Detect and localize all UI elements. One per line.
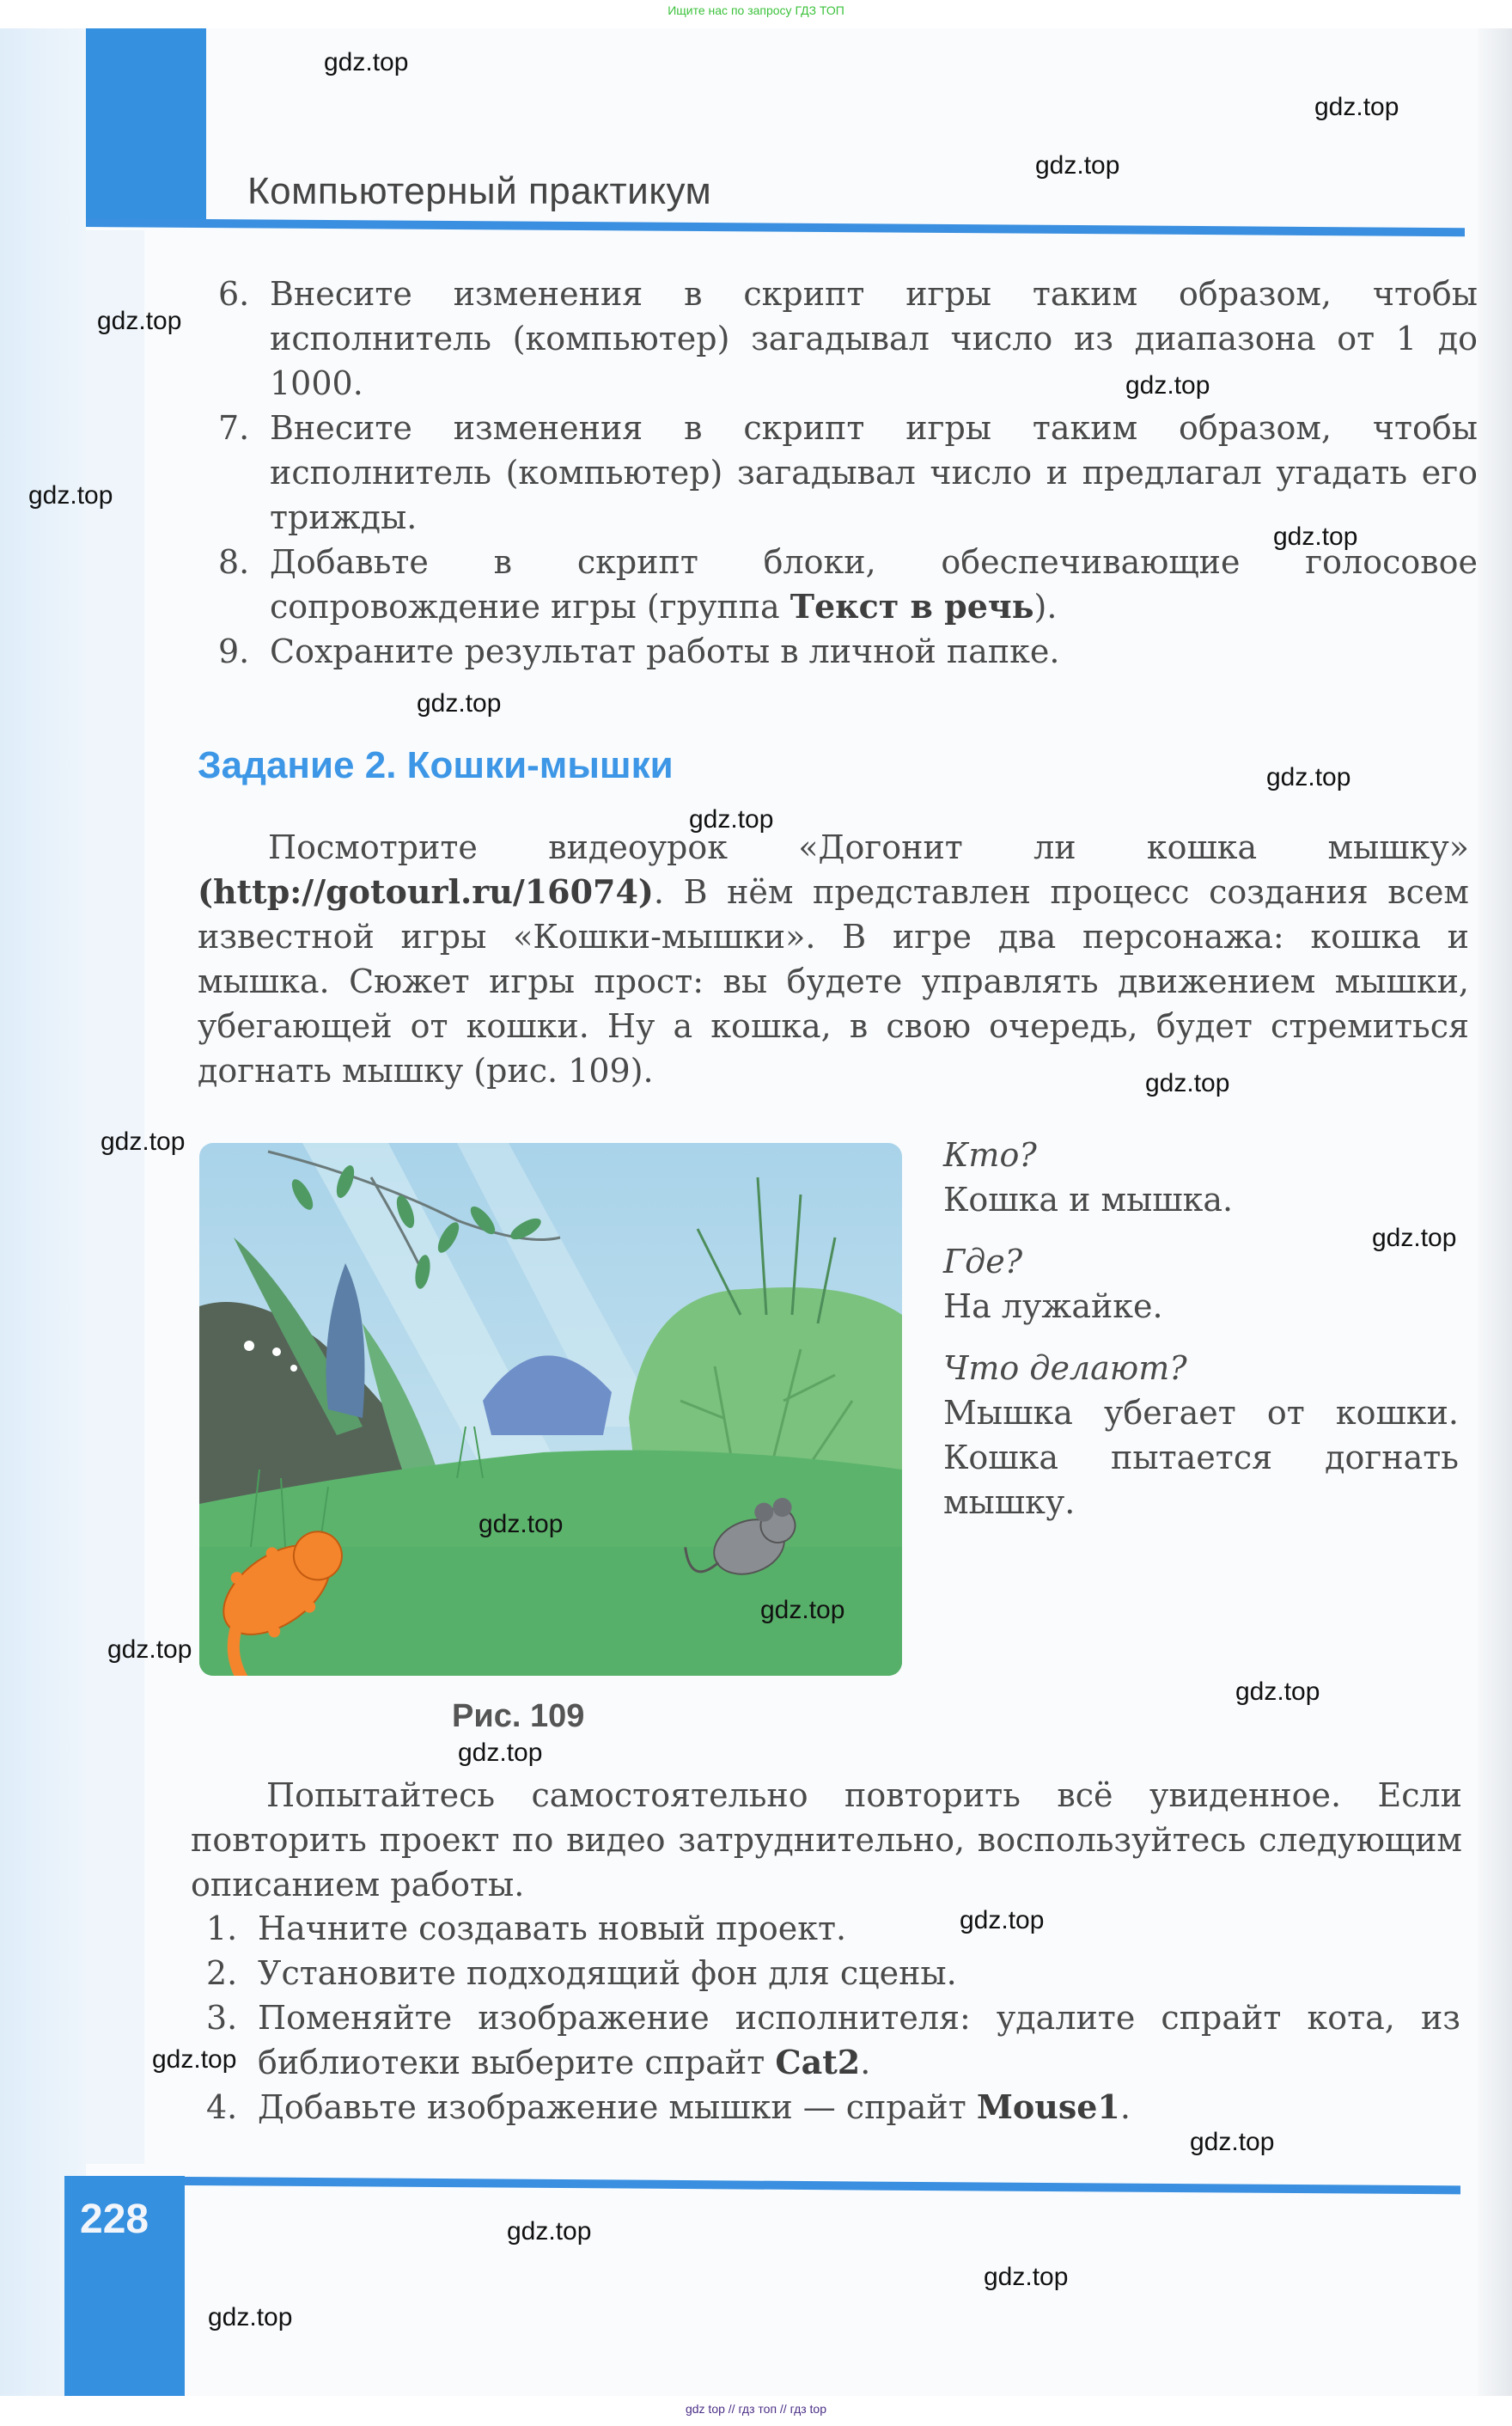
page-number: 228 [80, 2197, 149, 2242]
item-text-part: Добавьте в скрипт блоки, обеспечивающие голосовое сопровождение игры (группа [270, 543, 1478, 626]
step-text: Начните создавать новый проект. [258, 1910, 847, 1947]
watermark: gdz.top [324, 48, 409, 76]
bold-term: Текст в речь [790, 587, 1034, 626]
step-text-part: Поменяйте изображение исполнителя: удалите спрайт кота, из библиотеки выберите спрайт [258, 1999, 1460, 2081]
item-text: Внесите изменения в скрипт игры таким образом, чтобы исполнитель (компьютер) загадывал число и предлагал угадать его трижды. [270, 409, 1478, 536]
step-number: 4. [206, 2088, 238, 2126]
watermark: gdz.top [97, 307, 182, 335]
watermark: gdz.top [101, 1127, 186, 1156]
question-what: Что делают? [943, 1349, 1187, 1387]
page-left-shade [0, 28, 86, 2396]
watermark: gdz.top [107, 1635, 192, 1664]
item-number: 7. [218, 409, 250, 447]
video-link[interactable]: (http://gotourl.ru/16074) [198, 872, 654, 911]
list-item [218, 540, 1478, 629]
step-text-part: . [1119, 2088, 1131, 2126]
watermark: gdz.top [479, 1510, 564, 1538]
watermark: gdz.top [417, 689, 502, 718]
item-text-part: ). [1033, 588, 1058, 626]
page-binding-shade [1478, 28, 1512, 2396]
page-left-margin [86, 230, 144, 2164]
watermark: gdz.top [1145, 1069, 1230, 1097]
watermark: gdz.top [1314, 93, 1399, 121]
bottom-banner: gdz top // гдз топ // гдз top [685, 2402, 827, 2416]
bold-term: Cat2 [775, 2043, 861, 2081]
list-item [218, 272, 1478, 406]
step-text: Установите подходящий фон для сцены. [258, 1954, 957, 1992]
intro-text: . В нём представлен процесс создания всем известной игры «Кошки-мышки». В игре два персонажа: кошка и мышка. Сюжет игры прост: вы будете управлять движением мышки, убегающей от кошки. Ну а кошка, в свою очередь, будет стремиться догнать мышку (рис. 109). [198, 873, 1469, 1090]
watermark: gdz.top [152, 2045, 237, 2074]
step-text [258, 2085, 1460, 2130]
watermark: gdz.top [1273, 522, 1358, 551]
item-text: Сохраните результат работы в личной папке. [270, 632, 1060, 670]
instructions-paragraph: Попытайтесь самостоятельно повторить всё увиденное. Если повторить проект по видео затруднительно, воспользуйтесь следующим описанием работы. [191, 1776, 1462, 1904]
answer-who: Кошка и мышка. [943, 1181, 1234, 1219]
answer-what: Мышка убегает от кошки. Кошка пытается догнать мышку. [943, 1394, 1459, 1521]
watermark: gdz.top [689, 805, 774, 834]
figure-caption: Рис. 109 [452, 1698, 585, 1734]
watermark: gdz.top [28, 481, 113, 510]
list-item [206, 1995, 1460, 2085]
watermark: gdz.top [1190, 2128, 1275, 2156]
item-text [270, 540, 1478, 629]
watermark: gdz.top [507, 2217, 592, 2246]
task-intro-paragraph [198, 825, 1469, 1093]
task-heading: Задание 2. Кошки-мышки [198, 744, 674, 786]
list-item [206, 1951, 1460, 1995]
step-number: 1. [206, 1910, 238, 1947]
top-banner: Ищите нас по запросу ГДЗ ТОП [668, 3, 844, 17]
answer-where: На лужайке. [943, 1287, 1163, 1325]
step-number: 2. [206, 1954, 238, 1992]
header-blue-tab [86, 28, 206, 222]
watermark: gdz.top [1125, 371, 1210, 400]
scene-description [943, 1133, 1459, 1525]
watermark: gdz.top [208, 2303, 293, 2331]
section-title: Компьютерный практикум [247, 170, 712, 212]
question-who: Кто? [943, 1136, 1037, 1174]
watermark: gdz.top [1266, 763, 1351, 791]
previous-task-list [218, 272, 1478, 674]
list-item [218, 629, 1478, 674]
watermark: gdz.top [1235, 1677, 1320, 1706]
watermark: gdz.top [1035, 151, 1120, 180]
item-number: 9. [218, 632, 250, 670]
item-text: Внесите изменения в скрипт игры таким образом, чтобы исполнитель (компьютер) загадывал число из диапазона от 1 до 1000. [270, 275, 1478, 402]
list-item [206, 1906, 1460, 1951]
item-number: 8. [218, 543, 250, 581]
question-where: Где? [943, 1243, 1023, 1280]
watermark: gdz.top [760, 1596, 845, 1624]
watermark: gdz.top [458, 1739, 543, 1767]
watermark: gdz.top [984, 2263, 1069, 2291]
list-item [206, 2085, 1460, 2130]
intro-text: Посмотрите видеоурок «Догонит ли кошка мышку» [268, 828, 1469, 866]
bold-term: Mouse1 [976, 2087, 1120, 2126]
step-text [258, 1995, 1460, 2085]
step-number: 3. [206, 1999, 238, 2037]
list-item [218, 406, 1478, 540]
item-number: 6. [218, 275, 250, 313]
watermark: gdz.top [1372, 1224, 1457, 1252]
steps-list [206, 1906, 1460, 2130]
watermark: gdz.top [960, 1906, 1045, 1934]
step-text-part: Добавьте изображение мышки — спрайт [258, 2088, 977, 2126]
step-text-part: . [860, 2044, 871, 2081]
